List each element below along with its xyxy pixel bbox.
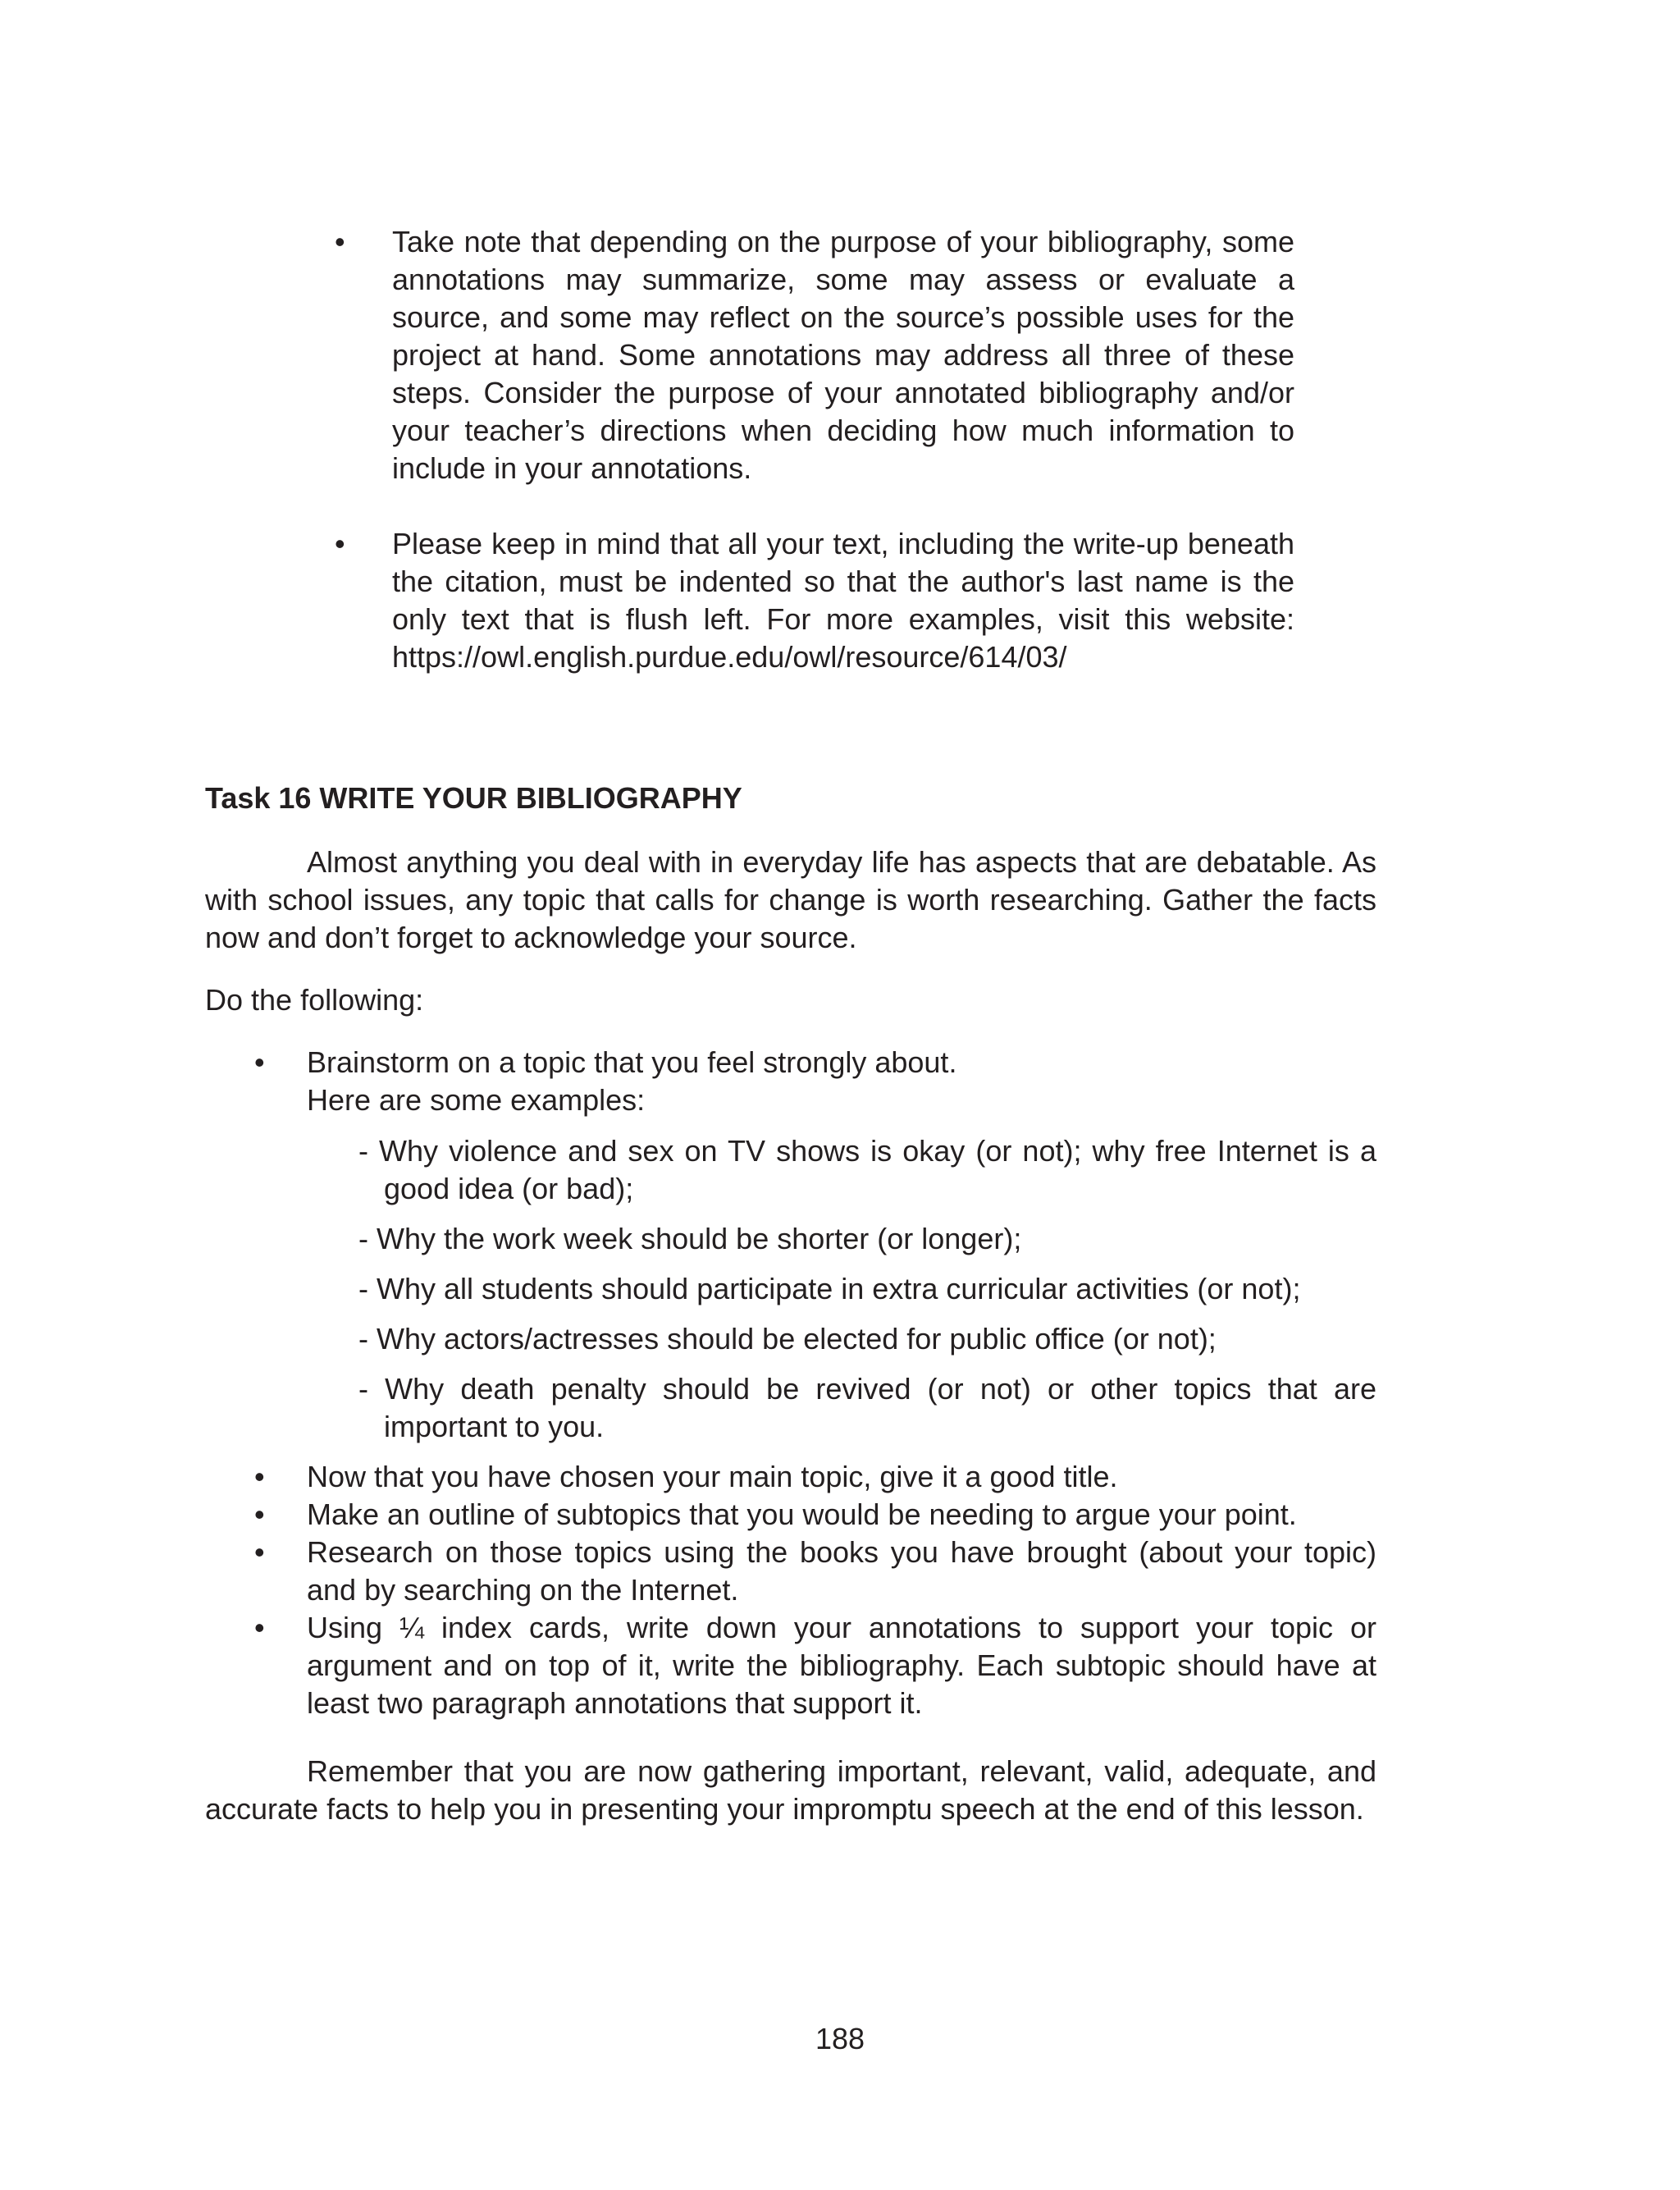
- examples-list: [307, 1132, 1376, 1446]
- bullet-icon: •: [254, 1497, 265, 1531]
- list-item-text: Make an outline of subtopics that you would be needing to argue your point.: [307, 1497, 1297, 1531]
- page-number: 188: [815, 2022, 865, 2055]
- bullet-icon: •: [335, 225, 345, 258]
- task-steps-list: [254, 1044, 1376, 1722]
- list-item: [254, 1534, 1376, 1609]
- closing-paragraph: Remember that you are now gathering important, relevant, valid, adequate, and accurate facts to help you in presenting your impromptu speech at the end of this lesson.: [205, 1754, 1376, 1826]
- annotation-tips-list: [335, 223, 1294, 714]
- list-item-text: Using ¼ index cards, write down your annotations to support your topic or argument and on top of it, write the bibliography. Each subtopic should have at least two paragraph annotations that support it.: [307, 1611, 1376, 1720]
- list-item-text: Now that you have chosen your main topic, give it a good title.: [307, 1460, 1118, 1493]
- task-heading: Task 16 WRITE YOUR BIBLIOGRAPHY: [205, 781, 742, 815]
- bullet-icon: •: [254, 1045, 265, 1079]
- list-item: [254, 1044, 1376, 1446]
- example-item: - Why the work week should be shorter (or longer);: [358, 1222, 1022, 1255]
- list-item: [254, 1458, 1376, 1496]
- bullet-icon: •: [254, 1611, 265, 1644]
- intro-paragraph: Almost anything you deal with in everyday life has aspects that are debatable. As with school issues, any topic that calls for change is worth researching. Gather the facts now and don’t forget to acknowledge your source.: [205, 845, 1376, 954]
- list-item-text: Please keep in mind that all your text, including the write-up beneath the citation, must be indented so that the author's last name is the only text that is flush left. For more examples, visit this website: https://owl.english.purdue.edu/owl/resource/614/03/: [392, 527, 1294, 674]
- list-item-text: Take note that depending on the purpose of your bibliography, some annotations may summarize, some may assess or evaluate a source, and some may reflect on the source’s possible uses for the project at hand. Some annotations may address all three of these steps. Consider the purpose of your annotated bibliography and/or your teacher’s directions when deciding how much information to include in your annotations.: [392, 225, 1294, 485]
- bullet-icon: •: [254, 1535, 265, 1569]
- bullet-icon: •: [335, 527, 345, 560]
- list-item: [335, 223, 1294, 487]
- example-item: - Why violence and sex on TV shows is okay (or not); why free Internet is a good idea (or bad);: [358, 1134, 1376, 1205]
- example-item: - Why death penalty should be revived (or not) or other topics that are important to you.: [358, 1372, 1376, 1443]
- list-item-text: Research on those topics using the books you have brought (about your topic) and by searching on the Internet.: [307, 1535, 1376, 1607]
- list-item-subtext: Here are some examples:: [307, 1083, 646, 1117]
- instructions-lead: Do the following:: [205, 983, 424, 1017]
- list-item: [254, 1609, 1376, 1722]
- bullet-icon: •: [254, 1460, 265, 1493]
- example-item: - Why all students should participate in extra curricular activities (or not);: [358, 1272, 1301, 1305]
- list-item: [335, 525, 1294, 676]
- example-item: - Why actors/actresses should be elected for public office (or not);: [358, 1322, 1217, 1356]
- list-item-text: Brainstorm on a topic that you feel strongly about.: [307, 1045, 957, 1079]
- list-item: [254, 1496, 1376, 1534]
